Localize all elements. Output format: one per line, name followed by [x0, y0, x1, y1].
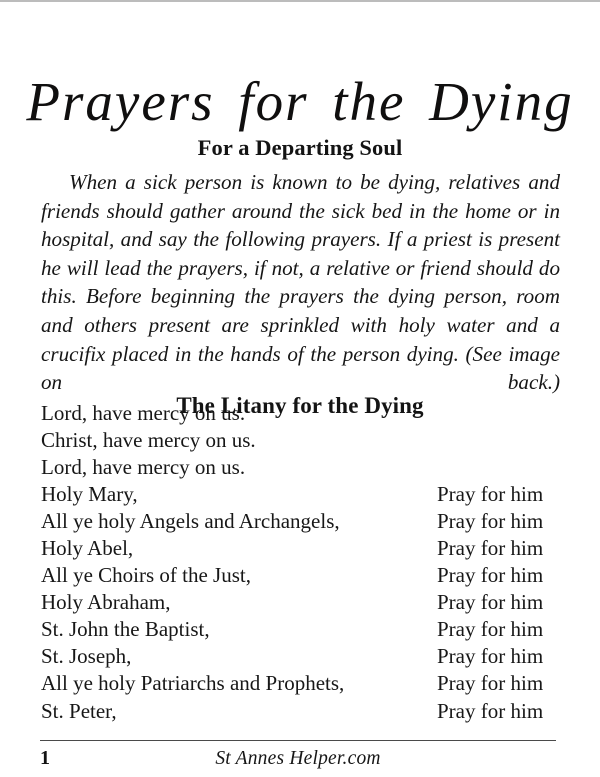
litany-invocation: St. John the Baptist, — [41, 617, 210, 642]
litany-row — [41, 616, 560, 643]
litany-response: Pray for him — [437, 563, 544, 588]
litany-invocation: Lord, have mercy on us. — [41, 401, 246, 425]
page-footer — [40, 744, 556, 774]
litany-row — [41, 589, 560, 616]
litany-invocation: Holy Abel, — [41, 536, 134, 561]
section-subheading: For a Departing Soul — [197, 134, 403, 160]
litany-invocation: Holy Abraham, — [41, 590, 171, 615]
litany-row — [41, 562, 560, 589]
litany-invocation: All ye holy Angels and Archangels, — [41, 509, 340, 534]
footer-divider — [40, 740, 556, 741]
page-title: Prayers for the Dying — [26, 70, 574, 132]
litany-invocation: Holy Mary, — [41, 482, 138, 507]
litany-invocation: St. Peter, — [41, 698, 117, 723]
litany-row — [41, 427, 560, 454]
litany-response: Pray for him — [437, 509, 544, 534]
site-name: St Annes Helper.com — [215, 748, 381, 769]
litany-heading: The Litany for the Dying — [176, 393, 424, 419]
litany-row — [41, 643, 560, 670]
intro-paragraph: When a sick person is known to be dying, relatives and friends should gather around the sick bed in the home or in hospital, and say the following prayers. If a priest is present he will lead the prayers, if not, a relative or friend should do this. Before beginning the prayers the dying person, room and others present are sprinkled with holy water and a crucifix placed in the hands of the person dying. (See image on back.) — [41, 170, 560, 395]
litany-response: Pray for him — [437, 536, 544, 561]
litany-row — [41, 508, 560, 535]
litany-invocation: Christ, have mercy on us. — [41, 428, 256, 453]
litany-list — [41, 400, 560, 725]
litany-response: Pray for him — [437, 590, 544, 615]
litany-row — [41, 698, 560, 725]
litany-invocation: All ye holy Patriarchs and Prophets, — [41, 671, 345, 696]
litany-response: Pray for him — [437, 482, 544, 507]
litany-row — [41, 454, 560, 481]
litany-response: Pray for him — [437, 698, 544, 723]
litany-invocation: St. Joseph, — [41, 644, 132, 669]
litany-row — [41, 670, 560, 697]
litany-response: Pray for him — [437, 671, 544, 696]
litany-row — [41, 535, 560, 562]
litany-row — [41, 400, 560, 427]
page-number: 1 — [40, 747, 50, 769]
litany-response: Pray for him — [437, 644, 544, 669]
litany-response: Pray for him — [437, 617, 544, 642]
litany-invocation: Lord, have mercy on us. — [41, 455, 246, 480]
litany-invocation: All ye Choirs of the Just, — [41, 563, 251, 588]
litany-row — [41, 481, 560, 508]
